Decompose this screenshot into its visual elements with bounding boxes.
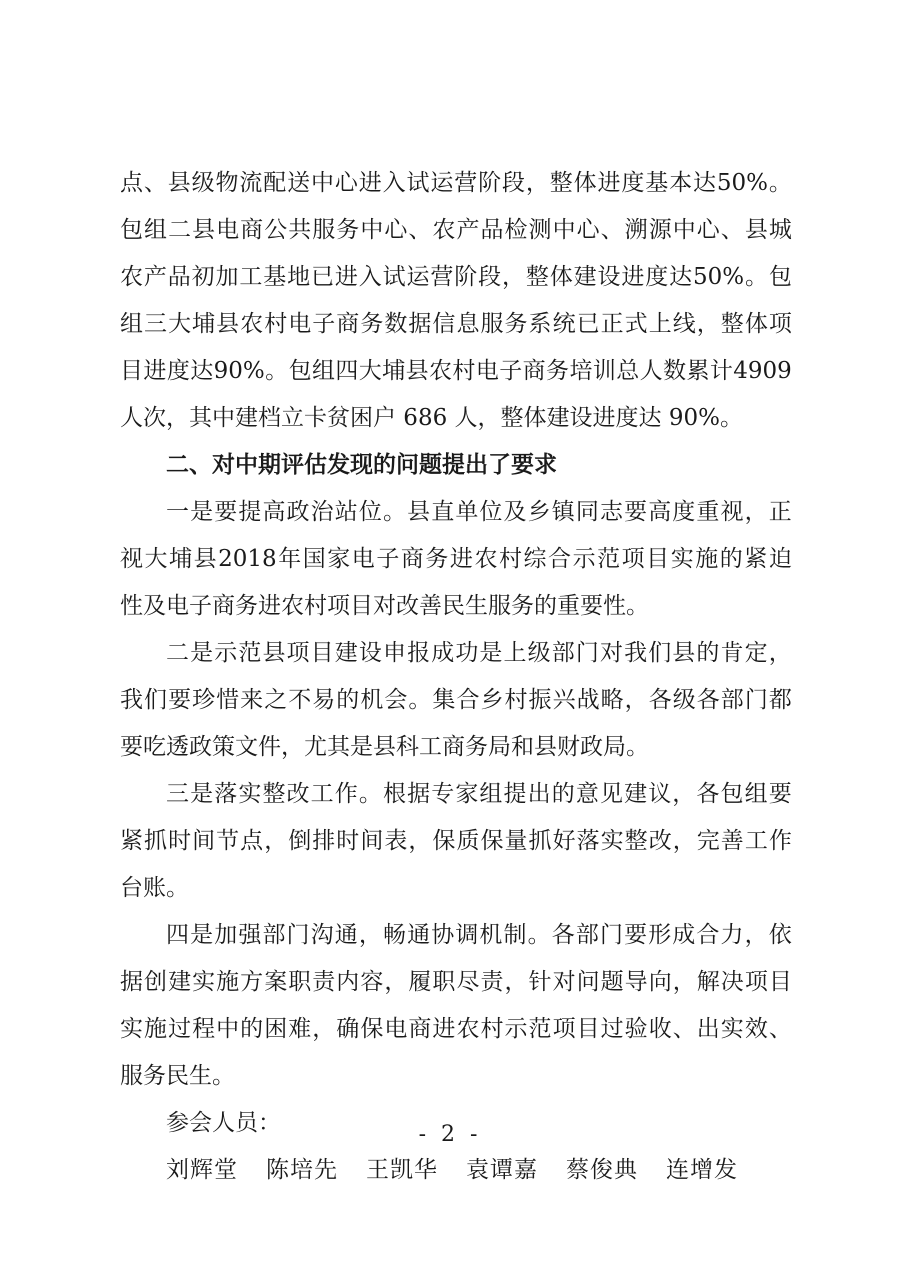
attendees-label: 参会人员： <box>166 1110 281 1136</box>
paragraph-line: 包 组 二 县 电 商 公 共 服 务 中 心 、 农 产 品 检 测 中 心 、 溯 源 中 心 、 县 城 <box>120 217 792 243</box>
section-heading: 二、对中期评估发现的问题提出了要求 <box>166 452 557 478</box>
paragraph-line: 组 三 大 埔 县 农 村 电 子 商 务 数 据 信 息 服 务 系 统 已 正 式 上 线 ， 整 体 项 <box>120 311 792 337</box>
attendee-name: 连增发 <box>666 1157 738 1183</box>
paragraph-line: 视 大 埔 县 2018 年 国 家 电 子 商 务 进 农 村 综 合 示 范 项 目 实 施 的 紧 迫 <box>120 546 792 572</box>
attendee-name: 刘辉堂 <box>166 1157 238 1183</box>
paragraph-line: 我 们 要 珍 惜 来 之 不 易 的 机 会 。 集 合 乡 村 振 兴 战 略 ， 各 级 各 部 门 都 <box>120 687 792 713</box>
paragraph-line: 目 进 度 达 90% 。 包 组 四 大 埔 县 农 村 电 子 商 务 培 训 总 人 数 累 计 4909 <box>120 358 792 384</box>
paragraph-line: 三 是 落 实 整 改 工 作 。 根 据 专 家 组 提 出 的 意 见 建 议 ， 各 包 组 要 <box>166 781 792 807</box>
attendee-name: 袁谭嘉 <box>466 1157 538 1183</box>
paragraph-line: 实 施 过 程 中 的 困 难 ， 确 保 电 商 进 农 村 示 范 项 目 过 验 收 、 出 实 效 、 <box>120 1016 792 1042</box>
paragraph-line: 二 是 示 范 县 项 目 建 设 申 报 成 功 是 上 级 部 门 对 我 们 县 的 肯 定 ， <box>166 640 792 666</box>
document-body <box>120 160 792 1194</box>
page-number: - 2 - <box>418 1122 482 1147</box>
paragraph-line: 台账。 <box>120 875 189 901</box>
attendee-name: 蔡俊典 <box>566 1157 638 1183</box>
attendee-name: 陈培先 <box>266 1157 338 1183</box>
attendee-list <box>120 1147 792 1194</box>
paragraph-line: 四 是 加 强 部 门 沟 通 ， 畅 通 协 调 机 制 。 各 部 门 要 形 成 合 力 ， 依 <box>166 922 792 948</box>
paragraph-line: 点 、 县 级 物 流 配 送 中 心 进 入 试 运 营 阶 段 ， 整 体 进 度 基 本 达 50% 。 <box>120 170 792 196</box>
paragraph-line: 农 产 品 初 加 工 基 地 已 进 入 试 运 营 阶 段 ， 整 体 建 设 进 度 达 50% 。 包 <box>120 264 792 290</box>
paragraph-line: 服务民生。 <box>120 1063 235 1089</box>
paragraph-line: 一 是 要 提 高 政 治 站 位 。 县 直 单 位 及 乡 镇 同 志 要 高 度 重 视 ， 正 <box>166 499 792 525</box>
paragraph-line: 性及电子商务进农村项目对改善民生服务的重要性。 <box>120 593 649 619</box>
paragraph-line: 要吃透政策文件，尤其是县科工商务局和县财政局。 <box>120 734 649 760</box>
paragraph-line: 据 创 建 实 施 方 案 职 责 内 容 ， 履 职 尽 责 ， 针 对 问 题 导 向 ， 解 决 项 目 <box>120 969 792 995</box>
attendee-name: 王凯华 <box>366 1157 438 1183</box>
paragraph-line: 人次，其中建档立卡贫困户 686 人，整体建设进度达 90%。 <box>120 405 743 431</box>
paragraph-line: 紧 抓 时 间 节 点 ， 倒 排 时 间 表 ， 保 质 保 量 抓 好 落 实 整 改 ， 完 善 工 作 <box>120 828 792 854</box>
